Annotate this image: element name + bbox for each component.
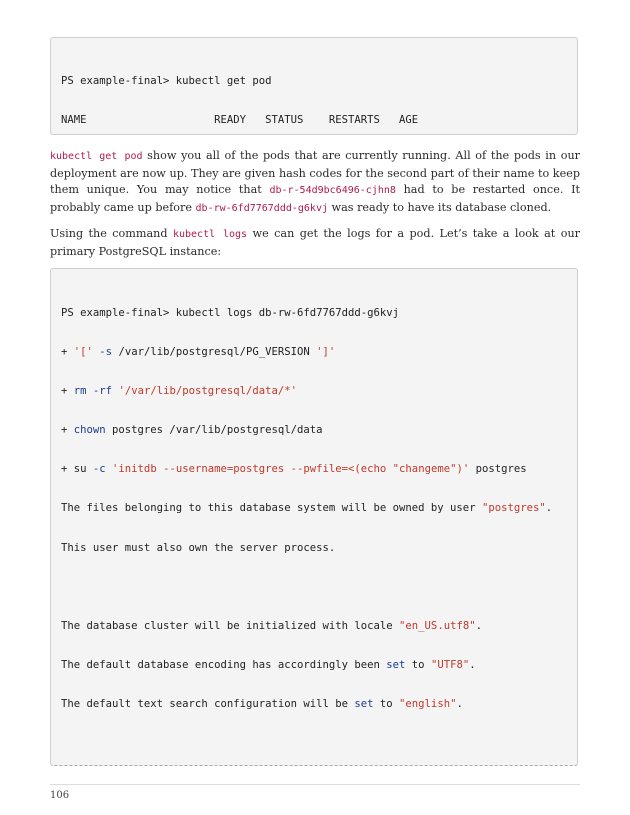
table-header-line (61, 113, 567, 128)
code-line: + chown postgres /var/lib/postgresql/data (61, 424, 323, 437)
kubectl-logs-code-block (50, 268, 578, 766)
footer-divider (50, 784, 580, 785)
code-line: The default database encoding has accordingly been set to "UTF8". (61, 658, 476, 671)
inline-code: kubectl logs (172, 229, 248, 240)
inline-code: db-rw-6fd7767ddd-g6kvj (195, 202, 328, 214)
blank-line (61, 580, 567, 595)
paragraph-get-pod-explanation (50, 148, 580, 217)
page-number: 106 (50, 790, 70, 801)
blank-line (61, 736, 567, 751)
code-line: The default text search configuration will be set to "english". (61, 697, 463, 710)
paragraph-text: Using the command (50, 227, 173, 240)
code-line: This user must also own the server process. (61, 541, 336, 554)
paragraph-text: we can get the logs for a pod. Let’s take a look at our primary PostgreSQL instance: (50, 227, 581, 258)
paragraph-text: show you all of the pods that are currently running. All of the pods in our deployment are now up. They are given hash codes for the second part of their name to keep them unique. You may notice that (50, 149, 581, 196)
paragraph-text: was ready to have its database cloned. (327, 200, 552, 214)
kubectl-get-pod-code-block (50, 37, 578, 135)
inline-code: kubectl get pod (50, 151, 143, 162)
code-line: + '[' -s /var/lib/postgresql/PG_VERSION ']' (61, 346, 336, 359)
code-line: The files belonging to this database system will be owned by user "postgres". (61, 502, 553, 515)
inline-code: db-r-54d9bc6496-cjhn8 (269, 185, 396, 196)
pod-table-header: NAME READY STATUS RESTARTS AGE (61, 114, 419, 127)
code-line: + rm -rf '/var/lib/postgresql/data/*' (61, 385, 298, 398)
code-line: The database cluster will be initialized with locale "en_US.utf8". (61, 619, 482, 632)
code-line: PS example-final> kubectl logs db-rw-6fd7767ddd-g6kvj (61, 307, 400, 319)
paragraph-logs-intro (50, 226, 580, 260)
paragraph-text: had to be restarted once. It probably came up before (50, 183, 580, 214)
code-line: + su -c 'initdb --username=postgres --pwfile=<(echo "changeme")' postgres (61, 463, 527, 476)
code-line: PS example-final> kubectl get pod (61, 75, 272, 87)
